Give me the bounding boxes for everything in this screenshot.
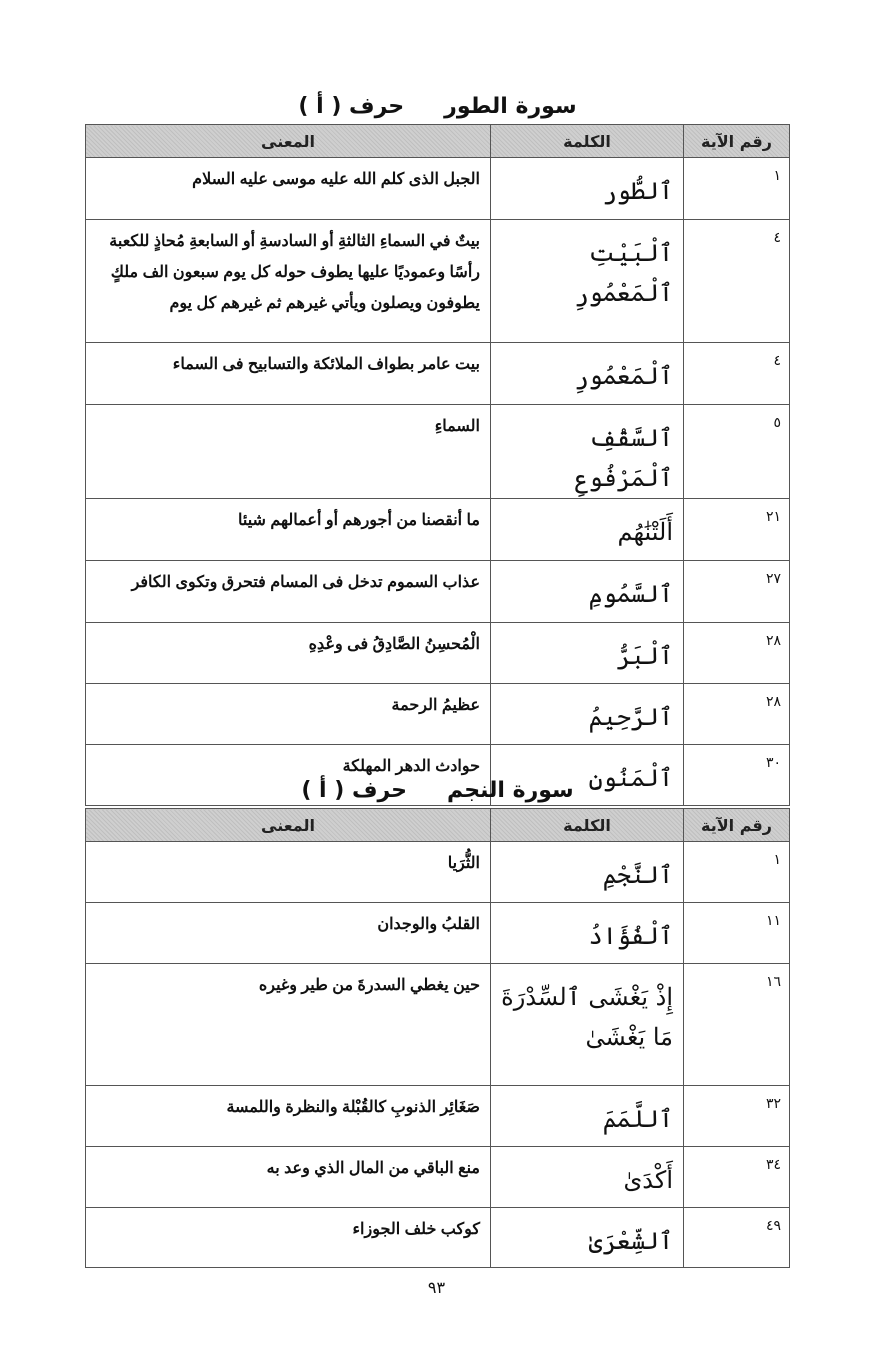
word-meaning: كوكب خلف الجوزاء bbox=[86, 1208, 491, 1268]
section-title-tur bbox=[85, 88, 790, 124]
word-meaning: عذاب السموم تدخل فى المسام فتحرق وتكوى الكافر bbox=[86, 561, 491, 623]
page-number: ٩٣ bbox=[427, 1278, 446, 1297]
quran-word: إِذْ يَغْشَى ٱلسِّدْرَةَ مَا يَغْشَىٰ bbox=[491, 964, 684, 1086]
word-meaning: الثُّرَيا bbox=[86, 842, 491, 903]
verse-number: ١ bbox=[684, 842, 790, 903]
section-title-najm bbox=[85, 772, 790, 808]
table-row bbox=[86, 561, 790, 623]
table-row bbox=[86, 903, 790, 964]
quran-word: أَلَتْنَٰهُم bbox=[491, 499, 684, 561]
verse-number: ٤٩ bbox=[684, 1208, 790, 1268]
word-meaning: السماءِ bbox=[86, 405, 491, 499]
quran-word: ٱلشِّعْرَىٰ bbox=[491, 1208, 684, 1268]
verse-number: ١١ bbox=[684, 903, 790, 964]
verse-number: ٣٢ bbox=[684, 1086, 790, 1147]
table-row bbox=[86, 1086, 790, 1147]
word-meaning: القلبُ والوجدان bbox=[86, 903, 491, 964]
header-meaning: المعنى bbox=[86, 125, 491, 158]
verse-number: ٢٧ bbox=[684, 561, 790, 623]
header-verse-number: رقم الآية bbox=[684, 809, 790, 842]
header-word: الكلمة bbox=[491, 809, 684, 842]
table-row bbox=[86, 1147, 790, 1208]
word-meaning: بيت عامر بطواف الملائكة والتسابيح فى السماء bbox=[86, 343, 491, 405]
word-meaning: الجبل الذى كلم الله عليه موسى عليه السلام bbox=[86, 158, 491, 220]
table-row bbox=[86, 220, 790, 343]
table-header-row bbox=[86, 809, 790, 842]
letter-label: حرف ( أ ) bbox=[298, 93, 405, 119]
word-meaning: صَغَائِر الذنوبِ كالقُبْلة والنظرة واللمسة bbox=[86, 1086, 491, 1147]
header-word: الكلمة bbox=[491, 125, 684, 158]
surah-name: سورة النجم bbox=[447, 777, 574, 803]
quran-word: أَكْدَىٰ bbox=[491, 1147, 684, 1208]
table-row bbox=[86, 158, 790, 220]
quran-word: ٱلْمَنُونِ bbox=[491, 745, 684, 806]
quran-word: ٱلسَّقْفِ ٱلْمَرْفُوعِ bbox=[491, 405, 684, 499]
verse-number: ٤ bbox=[684, 343, 790, 405]
quran-word: ٱلْبَرُّ bbox=[491, 623, 684, 684]
verse-number: ١ bbox=[684, 158, 790, 220]
word-meaning: حين يغطي السدرةَ من طير وغيره bbox=[86, 964, 491, 1086]
word-meaning: حوادث الدهر المهلكة bbox=[86, 745, 491, 806]
table-row bbox=[86, 405, 790, 499]
verse-number: ٢٨ bbox=[684, 684, 790, 745]
word-meaning: منع الباقي من المال الذي وعد به bbox=[86, 1147, 491, 1208]
table-row bbox=[86, 499, 790, 561]
table-row bbox=[86, 964, 790, 1086]
table-header-row bbox=[86, 125, 790, 158]
word-meaning: ما أنقصنا من أجورهم أو أعمالهم شيئا bbox=[86, 499, 491, 561]
verse-number: ٣٤ bbox=[684, 1147, 790, 1208]
quran-word: ٱللَّمَمَ bbox=[491, 1086, 684, 1147]
vocab-table-najm bbox=[85, 808, 790, 1268]
word-meaning: عظيمُ الرحمة bbox=[86, 684, 491, 745]
table-row bbox=[86, 623, 790, 684]
table-row bbox=[86, 343, 790, 405]
table-row bbox=[86, 1208, 790, 1268]
header-verse-number: رقم الآية bbox=[684, 125, 790, 158]
surah-name: سورة الطور bbox=[444, 93, 577, 119]
verse-number: ٥ bbox=[684, 405, 790, 499]
word-meaning: بيتٌ في السماءِ الثالثةِ أو السادسةِ أو السابعةِ مُحاذٍ للكعبة رأسًا وعموديًا عليها يطوف حوله كل يوم سبعون الف ملكٍ يطوفون ويصلون ويأتي غيرهم ثم غيرهم كل يوم bbox=[86, 220, 491, 343]
quran-word: ٱلْمَعْمُورِ bbox=[491, 343, 684, 405]
verse-number: ٢٨ bbox=[684, 623, 790, 684]
letter-label: حرف ( أ ) bbox=[301, 777, 408, 803]
quran-word: ٱلنَّجْمِ bbox=[491, 842, 684, 903]
verse-number: ٣٠ bbox=[684, 745, 790, 806]
quran-word: ٱلْبَيْتِ ٱلْمَعْمُورِ bbox=[491, 220, 684, 343]
table-row bbox=[86, 684, 790, 745]
verse-number: ١٦ bbox=[684, 964, 790, 1086]
quran-word: ٱلسَّمُومِ bbox=[491, 561, 684, 623]
quran-word: ٱلرَّحِيمُ bbox=[491, 684, 684, 745]
verse-number: ٤ bbox=[684, 220, 790, 343]
verse-number: ٢١ bbox=[684, 499, 790, 561]
quran-word: ٱلْفُؤَادُ bbox=[491, 903, 684, 964]
quran-word: ٱلطُّور bbox=[491, 158, 684, 220]
header-meaning: المعنى bbox=[86, 809, 491, 842]
table-row bbox=[86, 842, 790, 903]
vocab-table-tur bbox=[85, 124, 790, 806]
word-meaning: الْمُحسِنُ الصَّادِقُ فى وعْدِهِ bbox=[86, 623, 491, 684]
